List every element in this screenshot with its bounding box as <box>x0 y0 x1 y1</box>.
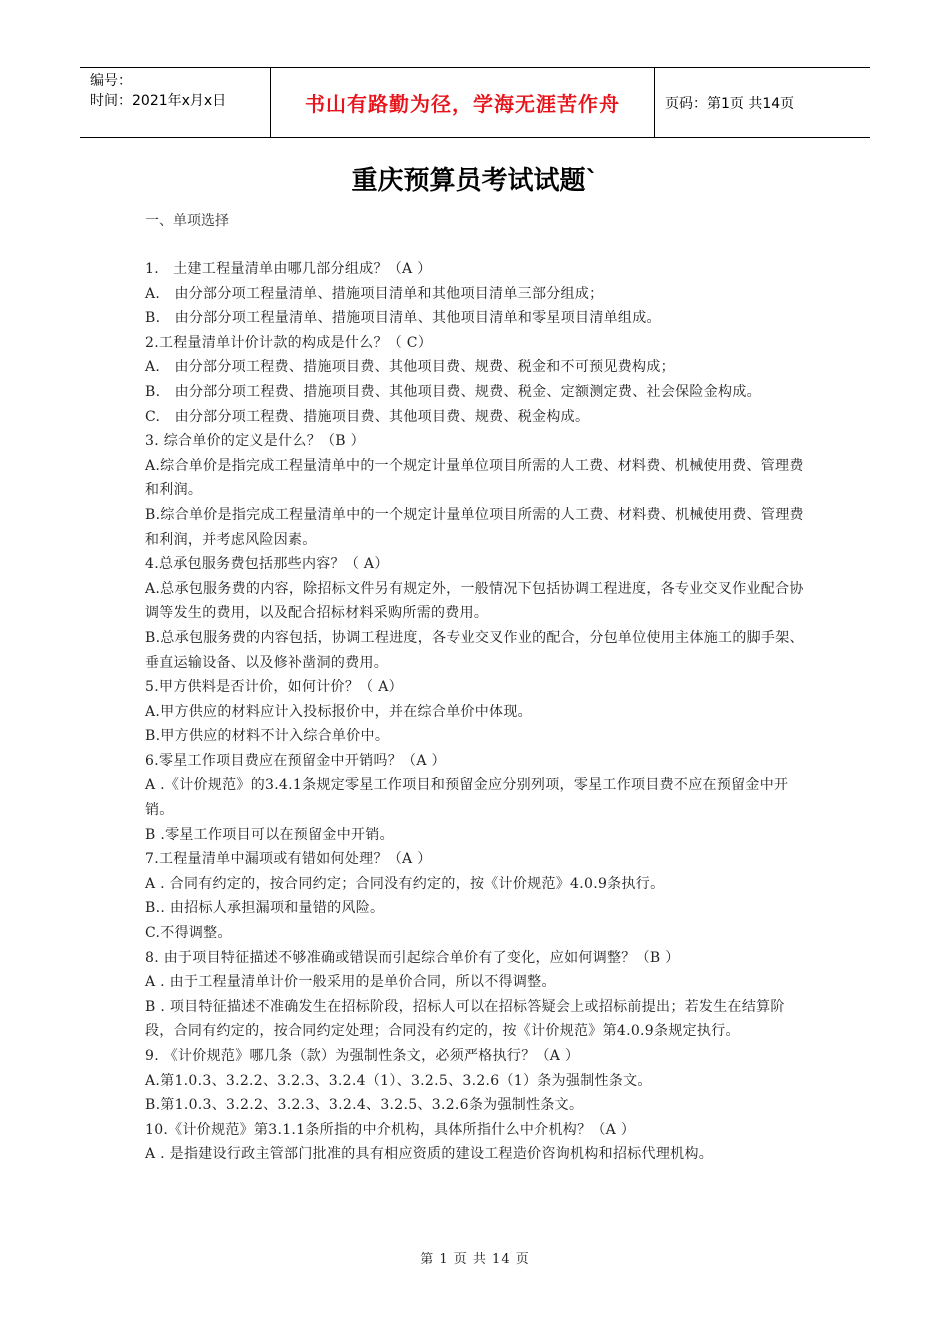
text-line: A.第1.0.3、3.2.2、3.2.3、3.2.4（1）、3.2.5、3.2.6（1）条为强制性条文。 <box>145 1072 652 1089</box>
text-line: B. 由分部分项工程量清单、措施项目清单、其他项目清单和零星项目清单组成。 <box>145 310 661 327</box>
text-line: 10.《计价规范》第3.1.1条所指的中介机构，具体所指什么中介机构？（A ） <box>145 1121 636 1138</box>
text-line: C.不得调整。 <box>145 925 232 942</box>
text-line: 4.总承包服务费包括那些内容？（ A） <box>145 556 389 573</box>
text-line: A. 由分部分项工程量清单、措施项目清单和其他项目清单三部分组成； <box>145 285 604 302</box>
text-line: A . 合同有约定的，按合同约定；合同没有约定的，按《计价规范》4.0.9条执行。 <box>145 875 665 892</box>
page-header <box>80 67 870 138</box>
page-footer: 第 1 页 共 14 页 <box>420 1252 530 1267</box>
text-line: 9. 《计价规范》哪几条（款）为强制性条文，必须严格执行？（A ） <box>145 1048 580 1064</box>
text-line: 8. 由于项目特征描述不够准确或错误而引起综合单价有了变化，应如何调整？（B ） <box>145 949 680 966</box>
text-line: A.甲方供应的材料应计入投标报价中，并在综合单价中体现。 <box>145 703 532 720</box>
text-line: 2.工程量清单计价计款的构成是什么？（ C） <box>145 334 433 351</box>
date-label: 时间：2021年x月x日 <box>90 93 227 109</box>
text-line: A.总承包服务费的内容，除招标文件另有规定外，一般情况下包括协调工程进度，各专业交叉作业配合协调等发生的费用，以及配合招标材料采购所需的费用。 <box>145 580 804 622</box>
text-line: 1. 土建工程量清单由哪几部分组成？（A ） <box>145 261 432 277</box>
text-line: 6.零星工作项目费应在预留金中开销吗？（A ） <box>145 752 446 769</box>
text-line: A . 由于工程量清单计价一般采用的是单价合同，所以不得调整。 <box>145 974 556 991</box>
section-heading: 一、单项选择 <box>145 213 229 229</box>
document-body <box>145 257 810 1167</box>
text-line: B .零星工作项目可以在预留金中开销。 <box>145 826 394 843</box>
text-line: B.第1.0.3、3.2.2、3.2.3、3.2.4、3.2.5、3.2.6条为强制性条文。 <box>145 1097 584 1114</box>
text-line: A.综合单价是指完成工程量清单中的一个规定计量单位项目所需的人工费、材料费、机械使用费、管理费和利润。 <box>145 457 804 499</box>
text-line: 7.工程量清单中漏项或有错如何处理？（A ） <box>145 851 432 868</box>
header-meta <box>80 68 270 137</box>
text-line: 5.甲方供料是否计价，如何计价？（ A） <box>145 679 403 696</box>
text-line: C. 由分部分项工程费、措施项目费、其他项目费、规费、税金构成。 <box>145 408 590 425</box>
text-line: A . 是指建设行政主管部门批准的具有相应资质的建设工程造价咨询机构和招标代理机构。 <box>145 1146 714 1163</box>
text-line: A .《计价规范》的3.4.1条规定零星工作项目和预留金应分别列项，零星工作项目费不应在预留金中开销。 <box>145 777 789 819</box>
text-line: B.总承包服务费的内容包括，协调工程进度，各专业交叉作业的配合，分包单位使用主体施工的脚手架、垂直运输设备、以及修补凿洞的费用。 <box>145 629 804 671</box>
text-line: B.甲方供应的材料不计入综合单价中。 <box>145 728 390 745</box>
text-line: B . 项目特征描述不准确发生在招标阶段，招标人可以在招标答疑会上或招标前提出；若发生在结算阶段，合同有约定的，按合同约定处理；合同没有约定的，按《计价规范》第4.0.9条规定执行。 <box>145 998 785 1040</box>
text-line: 3. 综合单价的定义是什么？（B ） <box>145 433 365 450</box>
header-page-info: 页码：第1页 共14页 <box>665 95 795 112</box>
document-title: 重庆预算员考试试题` <box>351 166 599 196</box>
header-motto: 书山有路勤为径，学海无涯苦作舟 <box>270 68 655 137</box>
text-line: B.. 由招标人承担漏项和量错的风险。 <box>145 900 385 917</box>
text-line: B. 由分部分项工程费、措施项目费、其他项目费、规费、税金、定额测定费、社会保险金构成。 <box>145 383 761 400</box>
text-line: A. 由分部分项工程费、措施项目费、其他项目费、规费、税金和不可预见费构成； <box>145 359 675 376</box>
text-line: B.综合单价是指完成工程量清单中的一个规定计量单位项目所需的人工费、材料费、机械使用费、管理费和利润，并考虑风险因素。 <box>145 506 804 548</box>
number-label: 编号： <box>90 73 132 89</box>
